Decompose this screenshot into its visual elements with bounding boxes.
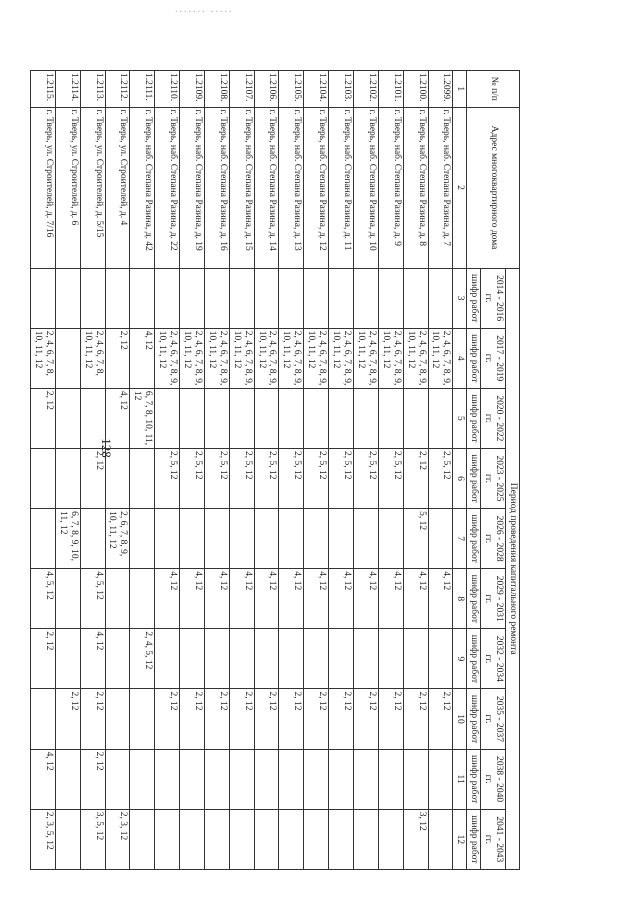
row-address: г. Тверь, ул. Строителей, д. 7/16	[31, 107, 56, 268]
work-code-cell: 4, 12	[403, 569, 428, 629]
work-code-cell: 2, 4, 5, 12	[130, 629, 155, 689]
header-col-index: 8	[453, 569, 467, 629]
work-code-cell	[105, 448, 130, 508]
table-row	[130, 71, 155, 870]
work-code-cell: 2, 4, 6, 7, 8, 9, 10, 11, 12	[229, 328, 254, 388]
work-code-cell	[155, 749, 180, 809]
work-code-cell: 2, 4, 6, 7, 8, 10, 11, 12	[80, 328, 105, 388]
row-address: г. Тверь, наб. Степана Разина, д. 42	[130, 107, 155, 268]
work-code-cell	[279, 629, 304, 689]
work-code-cell	[354, 268, 379, 328]
row-address: г. Тверь, наб. Степана Разина, д. 12	[304, 107, 329, 268]
table-row	[155, 71, 180, 870]
work-code-cell	[155, 268, 180, 328]
header-index-row	[453, 71, 467, 870]
header-col-index: 3	[453, 268, 467, 328]
work-code-cell	[254, 388, 279, 448]
work-code-cell	[304, 629, 329, 689]
work-code-cell: 2, 4, 6, 7, 8, 9, 10, 11, 12	[428, 328, 453, 388]
work-code-cell: 2, 4, 6, 7, 8, 9, 10, 11, 12	[279, 328, 304, 388]
row-address: г. Тверь, наб. Степана Разина, д. 15	[229, 107, 254, 268]
work-code-cell: 2, 5, 12	[354, 448, 379, 508]
row-number: 1.2112.	[105, 71, 130, 108]
work-code-cell	[204, 268, 229, 328]
work-code-cell	[105, 268, 130, 328]
header-period: 2026 - 2028 гг.	[481, 509, 506, 569]
scan-artifact: ....... .....	[175, 4, 234, 15]
work-code-cell	[229, 268, 254, 328]
work-code-cell	[130, 809, 155, 869]
work-code-cell	[428, 388, 453, 448]
work-code-cell: 2, 12	[155, 689, 180, 749]
row-address: г. Тверь, ул. Строителей, д. 4	[105, 107, 130, 268]
work-code-cell: 2, 4, 6, 7, 8, 10, 11, 12	[31, 328, 56, 388]
work-code-cell	[254, 509, 279, 569]
work-code-cell	[80, 509, 105, 569]
work-code-cell: 4, 12	[31, 749, 56, 809]
work-code-cell	[279, 388, 304, 448]
row-address: г. Тверь, наб. Степана Разина, д. 19	[180, 107, 205, 268]
row-address: г. Тверь, наб. Степана Разина, д. 22	[155, 107, 180, 268]
row-address: г. Тверь, наб. Степана Разина, д. 7	[428, 107, 453, 268]
row-number: 1.2110.	[155, 71, 180, 108]
work-code-cell	[180, 809, 205, 869]
work-code-cell	[428, 629, 453, 689]
work-code-cell: 2, 12	[80, 689, 105, 749]
table-row	[204, 71, 229, 870]
row-number: 1.2104.	[304, 71, 329, 108]
header-sublabel: шифр работ	[467, 448, 481, 508]
work-code-cell	[229, 509, 254, 569]
row-address: г. Тверь, ул. Строителей, д. 5/15	[80, 107, 105, 268]
header-sublabel: шифр работ	[467, 569, 481, 629]
work-code-cell: 2, 12	[428, 689, 453, 749]
row-number: 1.2115.	[31, 71, 56, 108]
row-address: г. Тверь, наб. Степана Разина, д. 13	[279, 107, 304, 268]
work-code-cell	[55, 388, 80, 448]
work-code-cell	[204, 749, 229, 809]
work-code-cell	[378, 388, 403, 448]
row-address: г. Тверь, наб. Степана Разина, д. 14	[254, 107, 279, 268]
work-code-cell: 2, 5, 12	[279, 448, 304, 508]
header-period-title: Период проведения капитального ремонта	[506, 268, 520, 869]
work-code-cell: 2, 12	[80, 749, 105, 809]
work-code-cell	[254, 268, 279, 328]
row-number: 1.2113.	[80, 71, 105, 108]
work-code-cell	[155, 509, 180, 569]
work-code-cell: 2, 12	[204, 689, 229, 749]
work-code-cell: 2, 12	[254, 689, 279, 749]
work-code-cell: 4, 12	[428, 569, 453, 629]
work-code-cell	[180, 509, 205, 569]
work-code-cell	[130, 689, 155, 749]
work-code-cell	[329, 629, 354, 689]
work-code-cell: 2, 5, 12	[329, 448, 354, 508]
work-code-cell: 2, 12	[31, 629, 56, 689]
work-code-cell	[329, 268, 354, 328]
work-code-cell	[105, 569, 130, 629]
work-code-cell: 2, 12	[403, 689, 428, 749]
work-code-cell: 4, 12	[105, 388, 130, 448]
work-code-cell: 2, 12	[378, 689, 403, 749]
table-row	[378, 71, 403, 870]
table-row	[229, 71, 254, 870]
header-col-index: 7	[453, 509, 467, 569]
work-code-cell	[354, 749, 379, 809]
row-number: 1.2105.	[279, 71, 304, 108]
work-code-cell: 2, 12	[80, 448, 105, 508]
work-code-cell	[329, 509, 354, 569]
table-row	[80, 71, 105, 870]
header-col-index: 2	[453, 107, 467, 268]
work-code-cell	[55, 328, 80, 388]
work-code-cell: 2, 5, 12	[204, 448, 229, 508]
work-code-cell	[304, 388, 329, 448]
work-code-cell: 2, 4, 6, 7, 8, 9, 10, 11, 12	[155, 328, 180, 388]
header-col-index: 4	[453, 328, 467, 388]
work-code-cell: 2, 4, 6, 7, 8, 9, 10, 11, 12	[329, 328, 354, 388]
work-code-cell: 4, 12	[254, 569, 279, 629]
work-code-cell	[304, 749, 329, 809]
work-code-cell	[155, 629, 180, 689]
work-code-cell	[55, 448, 80, 508]
table-row	[428, 71, 453, 870]
work-code-cell	[279, 509, 304, 569]
work-code-cell: 4, 12	[80, 629, 105, 689]
work-code-cell	[279, 268, 304, 328]
work-code-cell	[229, 749, 254, 809]
work-code-cell: 3, 5, 12	[80, 809, 105, 869]
work-code-cell: 2, 5, 12	[229, 448, 254, 508]
header-col-index: 6	[453, 448, 467, 508]
header-sublabel: шифр работ	[467, 328, 481, 388]
work-code-cell: 3, 12	[403, 809, 428, 869]
work-code-cell	[204, 509, 229, 569]
work-code-cell: 4, 12	[378, 569, 403, 629]
work-code-cell	[304, 268, 329, 328]
work-code-cell: 2, 6, 7, 8, 9, 10, 11, 12	[105, 509, 130, 569]
work-code-cell: 2, 12	[31, 388, 56, 448]
work-code-cell: 4, 12	[304, 569, 329, 629]
work-code-cell: 4, 12	[279, 569, 304, 629]
work-code-cell: 2, 3, 12	[105, 809, 130, 869]
work-code-cell: 2, 4, 6, 7, 8, 9, 10, 11, 12	[403, 328, 428, 388]
work-code-cell: 6, 7, 8, 10, 11, 12	[130, 388, 155, 448]
work-code-cell	[428, 809, 453, 869]
work-code-cell	[378, 809, 403, 869]
row-address: г. Тверь, ул. Строителей, д. 6	[55, 107, 80, 268]
header-col-index: 9	[453, 629, 467, 689]
row-number: 1.2100.	[403, 71, 428, 108]
table-row	[329, 71, 354, 870]
row-address: г. Тверь, наб. Степана Разина, д. 8	[403, 107, 428, 268]
header-col-index: 1	[453, 71, 467, 108]
work-code-cell: 2, 12	[329, 689, 354, 749]
repair-schedule-table	[30, 70, 520, 870]
work-code-cell	[130, 448, 155, 508]
work-code-cell	[55, 749, 80, 809]
row-number: 1.2114.	[55, 71, 80, 108]
row-number: 1.2101.	[378, 71, 403, 108]
work-code-cell	[378, 268, 403, 328]
row-number: 1.2107.	[229, 71, 254, 108]
work-code-cell	[55, 268, 80, 328]
work-code-cell: 2, 5, 12	[180, 448, 205, 508]
work-code-cell	[155, 388, 180, 448]
work-code-cell	[354, 509, 379, 569]
header-period: 2023 - 2025 гг.	[481, 448, 506, 508]
work-code-cell	[403, 629, 428, 689]
work-code-cell: 2, 4, 6, 7, 8, 9, 10, 11, 12	[180, 328, 205, 388]
table-row	[55, 71, 80, 870]
work-code-cell: 2, 4, 6, 7, 8, 9, 10, 11, 12	[378, 328, 403, 388]
header-period: 2035 - 2037 гг.	[481, 689, 506, 749]
work-code-cell	[105, 689, 130, 749]
header-sublabel: шифр работ	[467, 749, 481, 809]
work-code-cell	[378, 749, 403, 809]
work-code-cell: 4, 5, 12	[80, 569, 105, 629]
work-code-cell	[304, 809, 329, 869]
work-code-cell: 2, 12	[55, 689, 80, 749]
work-code-cell: 2, 4, 6, 7, 8, 9, 10, 11, 12	[204, 328, 229, 388]
work-code-cell	[329, 388, 354, 448]
table-row	[304, 71, 329, 870]
work-code-cell	[130, 749, 155, 809]
work-code-cell	[378, 629, 403, 689]
header-sublabel: шифр работ	[467, 509, 481, 569]
work-code-cell	[229, 629, 254, 689]
work-code-cell: 6, 7, 8, 9, 10, 11, 12	[55, 509, 80, 569]
header-period: 2041 - 2043 гг.	[481, 809, 506, 869]
work-code-cell	[31, 268, 56, 328]
work-code-cell	[403, 268, 428, 328]
work-code-cell	[130, 268, 155, 328]
table-row	[254, 71, 279, 870]
work-code-cell	[180, 388, 205, 448]
work-code-cell	[155, 809, 180, 869]
header-col-index: 11	[453, 749, 467, 809]
work-code-cell	[304, 509, 329, 569]
row-number: 1.2109.	[180, 71, 205, 108]
row-address: г. Тверь, наб. Степана Разина, д. 9	[378, 107, 403, 268]
table-row	[403, 71, 428, 870]
work-code-cell	[204, 388, 229, 448]
work-code-cell: 2, 4, 6, 7, 8, 9, 10, 11, 12	[354, 328, 379, 388]
table-row	[180, 71, 205, 870]
table-row	[279, 71, 304, 870]
header-sublabel: шифр работ	[467, 689, 481, 749]
work-code-cell: 2, 5, 12	[378, 448, 403, 508]
header-sublabel: шифр работ	[467, 629, 481, 689]
header-col-index: 10	[453, 689, 467, 749]
header-period: 2020 - 2022 гг.	[481, 388, 506, 448]
work-code-cell	[229, 809, 254, 869]
header-sublabel: шифр работ	[467, 388, 481, 448]
work-code-cell	[354, 809, 379, 869]
work-code-cell	[403, 388, 428, 448]
work-code-cell: 2, 5, 12	[304, 448, 329, 508]
work-code-cell	[105, 749, 130, 809]
row-number: 1.2111.	[130, 71, 155, 108]
work-code-cell	[428, 749, 453, 809]
work-code-cell: 4, 12	[229, 569, 254, 629]
work-code-cell: 2, 3, 5, 12	[31, 809, 56, 869]
work-code-cell	[279, 749, 304, 809]
work-code-cell: 2, 5, 12	[254, 448, 279, 508]
work-code-cell: 2, 4, 6, 7, 8, 9, 10, 11, 12	[304, 328, 329, 388]
work-code-cell	[354, 629, 379, 689]
work-code-cell	[80, 268, 105, 328]
header-num: № п/п	[467, 71, 520, 108]
work-code-cell: 5, 12	[403, 509, 428, 569]
work-code-cell	[31, 509, 56, 569]
work-code-cell	[403, 749, 428, 809]
work-code-cell: 2, 5, 12	[155, 448, 180, 508]
table-row	[105, 71, 130, 870]
table-body	[31, 71, 453, 870]
work-code-cell	[378, 509, 403, 569]
work-code-cell	[254, 629, 279, 689]
header-period: 2014 - 2016 гг.	[481, 268, 506, 328]
row-number: 1.2108.	[204, 71, 229, 108]
work-code-cell: 4, 12	[204, 569, 229, 629]
work-code-cell	[204, 629, 229, 689]
work-code-cell	[55, 629, 80, 689]
work-code-cell	[180, 749, 205, 809]
header-period: 2029 - 2031 гг.	[481, 569, 506, 629]
rotated-page	[32, 70, 520, 870]
work-code-cell	[105, 629, 130, 689]
work-code-cell	[329, 809, 354, 869]
work-code-cell: 2, 12	[304, 689, 329, 749]
page-number: 128	[98, 438, 114, 458]
work-code-cell	[180, 268, 205, 328]
work-code-cell: 2, 4, 6, 7, 8, 9, 10, 11, 12	[254, 328, 279, 388]
work-code-cell	[180, 629, 205, 689]
header-col-index: 12	[453, 809, 467, 869]
work-code-cell	[428, 268, 453, 328]
row-number: 1.2106.	[254, 71, 279, 108]
work-code-cell	[130, 569, 155, 629]
row-address: г. Тверь, наб. Степана Разина, д. 11	[329, 107, 354, 268]
work-code-cell	[55, 809, 80, 869]
work-code-cell: 4, 12	[180, 569, 205, 629]
row-address: г. Тверь, наб. Степана Разина, д. 16	[204, 107, 229, 268]
work-code-cell: 2, 12	[229, 689, 254, 749]
work-code-cell	[130, 509, 155, 569]
header-period: 2032 - 2034 гг.	[481, 629, 506, 689]
work-code-cell: 2, 12	[354, 689, 379, 749]
work-code-cell: 2, 12	[105, 328, 130, 388]
work-code-cell	[204, 809, 229, 869]
header-col-index: 5	[453, 388, 467, 448]
header-period: 2017 - 2019 гг.	[481, 328, 506, 388]
work-code-cell: 2, 12	[403, 448, 428, 508]
work-code-cell	[329, 749, 354, 809]
work-code-cell	[254, 809, 279, 869]
header-sublabel: шифр работ	[467, 268, 481, 328]
work-code-cell: 2, 12	[180, 689, 205, 749]
work-code-cell: 4, 12	[329, 569, 354, 629]
work-code-cell	[428, 509, 453, 569]
work-code-cell: 4, 12	[354, 569, 379, 629]
work-code-cell: 2, 12	[279, 689, 304, 749]
work-code-cell: 4, 5, 12	[31, 569, 56, 629]
work-code-cell	[229, 388, 254, 448]
work-code-cell	[354, 388, 379, 448]
work-code-cell	[254, 749, 279, 809]
row-number: 1.2099.	[428, 71, 453, 108]
work-code-cell	[31, 689, 56, 749]
row-number: 1.2102.	[354, 71, 379, 108]
work-code-cell	[80, 388, 105, 448]
header-period: 2038 - 2040 гг.	[481, 749, 506, 809]
table-row	[354, 71, 379, 870]
work-code-cell	[31, 448, 56, 508]
work-code-cell	[279, 809, 304, 869]
header-sublabel: шифр работ	[467, 809, 481, 869]
work-code-cell: 4, 12	[130, 328, 155, 388]
work-code-cell: 4, 12	[155, 569, 180, 629]
row-address: г. Тверь, наб. Степана Разина, д. 10	[354, 107, 379, 268]
work-code-cell: 2, 5, 12	[428, 448, 453, 508]
row-number: 1.2103.	[329, 71, 354, 108]
work-code-cell	[55, 569, 80, 629]
header-address: Адрес многоквартирного дома	[467, 107, 520, 268]
table-row	[31, 71, 56, 870]
